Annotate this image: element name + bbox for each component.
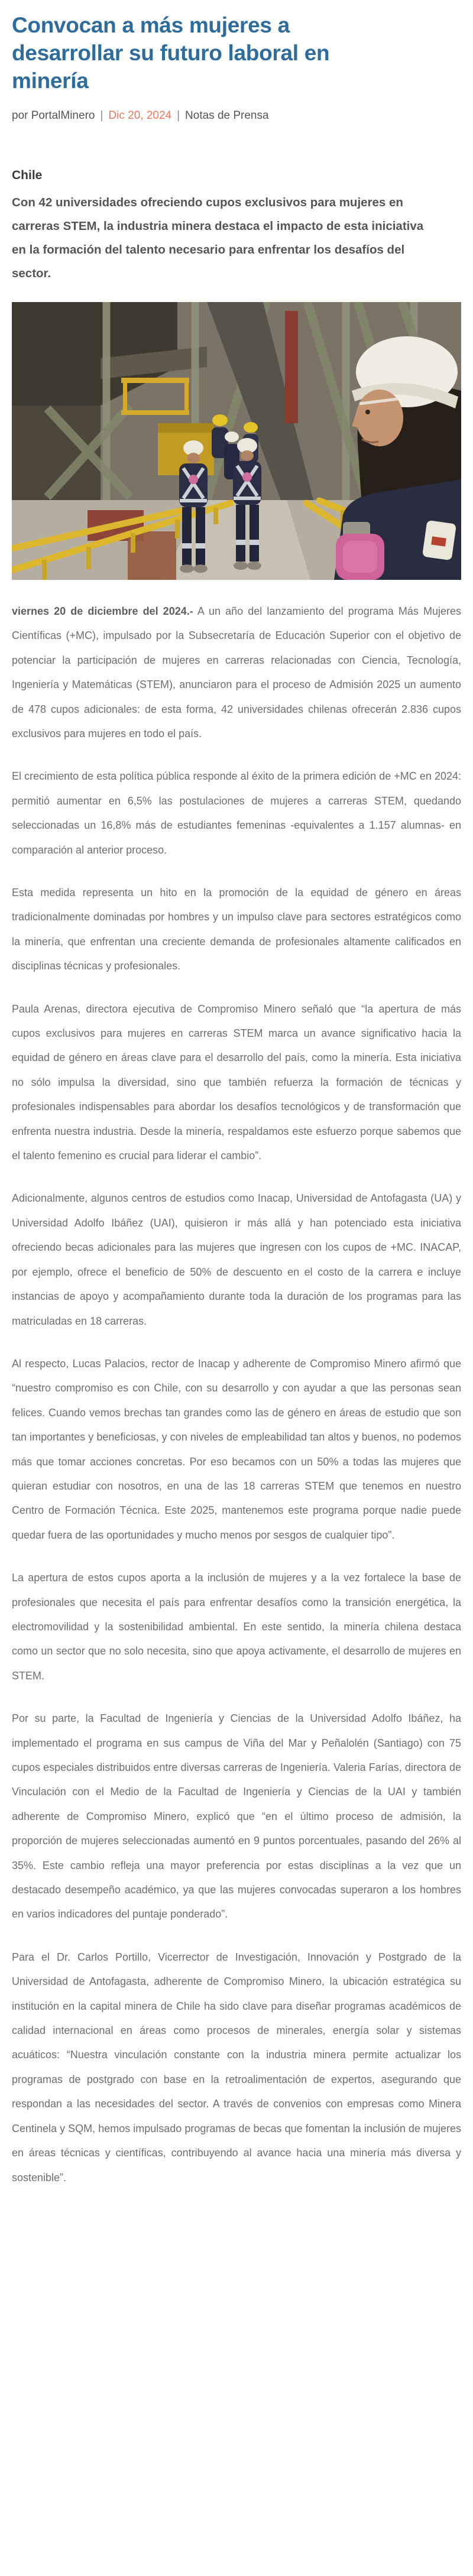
article-paragraph: Paula Arenas, directora ejecutiva de Compromiso Minero señaló que “la apertura de más cupos exclusivos para mujeres en carreras STEM marca un avance significativo hacia la equidad de género en áreas clave para el desarrollo del país, como la minería. Esta iniciativa no sólo impulsa la diversidad, sino que también refuerza la formación de técnicas y profesionales indispensables para abordar los desafíos tecnológicos y de transformación que enfrenta nuestra industria. Desde la minería, respaldamos este esfuerzo porque sabemos que el talento femenino es crucial para liderar el cambio”. (12, 1003, 461, 1162)
article-paragraph: La apertura de estos cupos aporta a la inclusión de mujeres y a la vez fortalece la base de profesionales que necesita el país para enfrentar desafíos como la transición energética, la electromovilidad y la sostenibilidad ambiental. En este sentido, la minería chilena destaca como un sector que no solo necesita, sino que apoya activamente, el desarrollo de mujeres en STEM. (12, 1572, 461, 1682)
photo-illustration (12, 302, 461, 580)
byline-date: Dic 20, 2024 (108, 109, 172, 122)
byline-separator: | (177, 109, 180, 122)
article-body (12, 599, 461, 2190)
page-title: Convocan a más mujeres a desarrollar su futuro laboral en minería (12, 13, 330, 93)
paragraph-text: A un año del lanzamiento del programa Más Mujeres Científicas (+MC), impulsado por la Subsecretaría de Educación Superior con el objetivo de potenciar la participación de mujeres en carreras relacionadas con Ciencia, Tecnología, Ingeniería y Matemáticas (STEM), anunciaron para el proceso de Admisión 2025 un aumento de 478 cupos adicionales: de esta forma, 42 universidades chilenas ofrecerán 2.836 cupos exclusivos para mujeres en todo el país. (12, 605, 462, 739)
byline-separator: | (100, 109, 103, 122)
byline (12, 109, 461, 122)
byline-author-link[interactable]: PortalMinero (31, 109, 95, 122)
article-paragraph: Adicionalmente, algunos centros de estudios como Inacap, Universidad de Antofagasta (UA) y Universidad Adolfo Ibáñez (UAI), quisieron ir más allá y han potenciado esta iniciativa ofreciendo becas adicionales para las mujeres que ingresen con los cupos de +MC. INACAP, por ejemplo, ofrece el beneficio de 50% de descuento en el costo de la carrera e incluye instancias de apoyo y acompañamiento durante toda la duración de los programas para las matriculadas en 18 carreras. (12, 1192, 461, 1327)
byline-prefix: por (12, 109, 28, 122)
article-photo (12, 302, 461, 580)
article-paragraph: Para el Dr. Carlos Portillo, Vicerrector de Investigación, Innovación y Postgrado de la Universidad de Antofagasta, adherente de Compromiso Minero, la ubicación estratégica su institución en la capital minera de Chile ha sido clave para diseñar programas académicos de calidad internacional en áreas como procesos de minerales, energía solar y sistemas acuáticos: “Nuestra vinculación constante con la industria minera permite actualizar los programas de postgrado con base en la retroalimentación de expertos, asegurando que respondan a las necesidades del sector. A través de convenios con empresas como Minera Centinela y SQM, hemos impulsado programas de becas que fomentan la inclusión de mujeres en áreas técnicas y científicas, contribuyendo al avance hacia una minería más diversa y sostenible”. (12, 1951, 461, 2184)
paragraph-date-prefix: viernes 20 de diciembre del 2024.- (12, 605, 193, 617)
article-paragraph: El crecimiento de esta política pública responde al éxito de la primera edición de +MC en 2024: permitió aumentar en 6,5% las postulaciones de mujeres a carreras STEM, quedando seleccionadas un 16,8% más de estudiantes femeninas -equivalentes a 1.157 alumnas- en comparación al anterior proceso. (12, 770, 461, 856)
article-paragraph: Por su parte, la Facultad de Ingeniería y Ciencias de la Universidad Adolfo Ibáñez, ha implementado el programa en sus campus de Viña del Mar y Peñalolén (Santiago) con 75 cupos especiales distribuidos entre diversas carreras de Ingeniería. Valeria Farías, directora de Vinculación con el Medio de la Facultad de Ingeniería y Ciencias de la UAI y también adherente de Compromiso Minero, explicó que “en el último proceso de admisión, la proporción de mujeres seleccionadas aumentó en 9 puntos porcentuales, pasando del 26% al 35%. Este cambio refleja una mayor preferencia por estas disciplinas a la vez que un destacado desempeño académico, ya que las mujeres convocadas superaron a los hombres en varios indicadores del puntaje ponderado”. (12, 1712, 461, 1920)
article-paragraph (12, 599, 461, 746)
byline-category-link[interactable]: Notas de Prensa (185, 109, 269, 122)
article-paragraph: Al respecto, Lucas Palacios, rector de Inacap y adherente de Compromiso Minero afirmó que “nuestro compromiso es con Chile, con su desarrollo y con ayudar a que las personas sean felices. Cuando vemos brechas tan grandes como las de género en áreas de estudio que son tan importantes y beneficiosas, y con niveles de empleabilidad tan altos y buenos, no podemos más que tomar acciones concretas. Por eso becamos con un 50% a todas las mujeres que quieran estudiar con nosotros, en una de las 18 carreras STEM que tenemos en nuestro Centro de Formación Técnica. Este 2025, mantenemos este programa porque nadie puede quedar fuera de las oportunidades y mucho menos por sesgos de cualquier tipo”. (12, 1357, 461, 1541)
location-heading: Chile (12, 168, 43, 182)
article-paragraph: Esta medida representa un hito en la promoción de la equidad de género en áreas tradicionalmente dominadas por hombres y un impulso clave para sectores estratégicos como la minería, que enfrentan una creciente demanda de profesionales altamente calificados en disciplinas técnicas y profesionales. (12, 887, 461, 972)
lead-paragraph: Con 42 universidades ofreciendo cupos exclusivos para mujeres en carreras STEM, la industria minera destaca el impacto de esta iniciativa en la formación del talento necesario para enfrentar los desafíos del sector. (12, 195, 424, 280)
